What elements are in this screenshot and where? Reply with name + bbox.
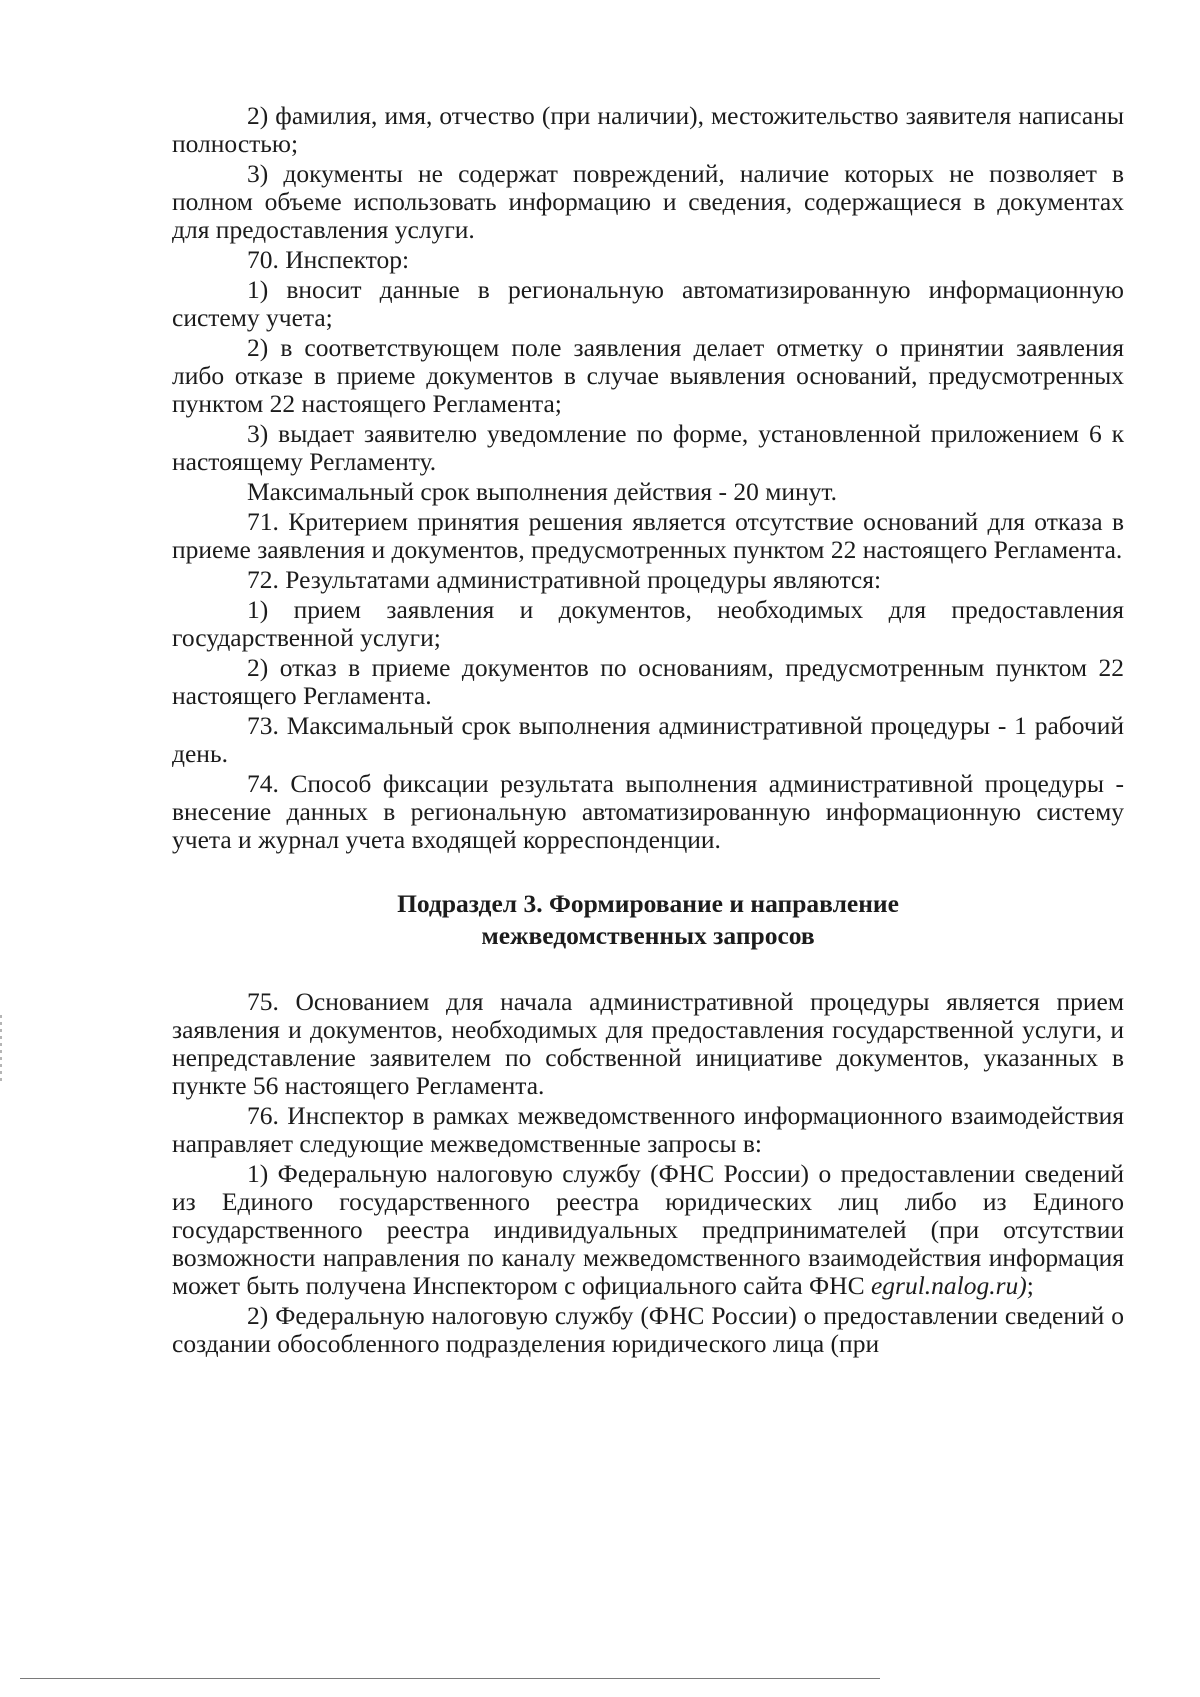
paragraph: 71. Критерием принятия решения является отсутствие оснований для отказа в приеме заявления и документов, предусмотренных пунктом 22 настоящего Регламента. bbox=[172, 507, 1124, 564]
paragraph: 3) документы не содержат повреждений, наличие которых не позволяет в полном объеме использовать информацию и сведения, содержащиеся в документах для предоставления услуги. bbox=[172, 159, 1124, 244]
page-bottom-rule bbox=[20, 1678, 880, 1679]
paragraph: 72. Результатами административной процедуры являются: bbox=[247, 565, 882, 594]
paragraph: 2) фамилия, имя, отчество (при наличии), местожительство заявителя написаны полностью; bbox=[172, 101, 1124, 158]
heading-line: Подраздел 3. Формирование и направление bbox=[397, 889, 899, 918]
paragraph bbox=[172, 1160, 1124, 1300]
paragraph: 1) прием заявления и документов, необходимых для предоставления государственной услуги; bbox=[172, 595, 1124, 652]
paragraph: Максимальный срок выполнения действия - 20 минут. bbox=[247, 477, 837, 506]
paragraph: 1) вносит данные в региональную автоматизированную информационную систему учета; bbox=[172, 275, 1124, 332]
paragraph: 73. Максимальный срок выполнения административной процедуры - 1 рабочий день. bbox=[172, 711, 1124, 768]
paragraph: 2) Федеральную налоговую службу (ФНС России) о предоставлении сведений о создании обособленного подразделения юридического лица (при bbox=[172, 1301, 1124, 1358]
heading-line: межведомственных запросов bbox=[481, 921, 815, 950]
paragraph: 3) выдает заявителю уведомление по форме, установленной приложением 6 к настоящему Регламенту. bbox=[172, 419, 1124, 476]
scan-edge-mark bbox=[0, 1015, 2, 1085]
paragraph: 2) в соответствующем поле заявления делает отметку о принятии заявления либо отказе в приеме документов в случае выявления оснований, предусмотренных пунктом 22 настоящего Регламента; bbox=[172, 333, 1124, 418]
document-body bbox=[172, 102, 1124, 1360]
paragraph: 76. Инспектор в рамках межведомственного информационного взаимодействия направляет следующие межведомственные запросы в: bbox=[172, 1101, 1124, 1158]
paragraph-text: ; bbox=[1026, 1271, 1034, 1300]
paragraph: 70. Инспектор: bbox=[247, 245, 410, 274]
paragraph: 75. Основанием для начала административной процедуры является прием заявления и документов, необходимых для предоставления государственной услуги, и непредставление заявителем по собственной инициативе документов, указанных в пункте 56 настоящего Регламента. bbox=[172, 987, 1124, 1100]
paragraph: 2) отказ в приеме документов по основаниям, предусмотренным пунктом 22 настоящего Регламента. bbox=[172, 653, 1124, 710]
website-reference: egrul.nalog.ru) bbox=[870, 1271, 1027, 1300]
section-heading bbox=[172, 888, 1124, 952]
paragraph-text: 1) Федеральную налоговую службу (ФНС России) о предоставлении сведений из Единого государственного реестра юридических лиц либо из Единого государственного реестра индивидуальных предпринимателей (при отсутствии возможности направления по каналу межведомственного взаимодействия информация может быть получена Инспектором с официального сайта ФНС bbox=[172, 1159, 1124, 1300]
paragraph: 74. Способ фиксации результата выполнения административной процедуры - внесение данных в региональную автоматизированную информационную систему учета и журнал учета входящей корреспонденции. bbox=[172, 769, 1124, 854]
